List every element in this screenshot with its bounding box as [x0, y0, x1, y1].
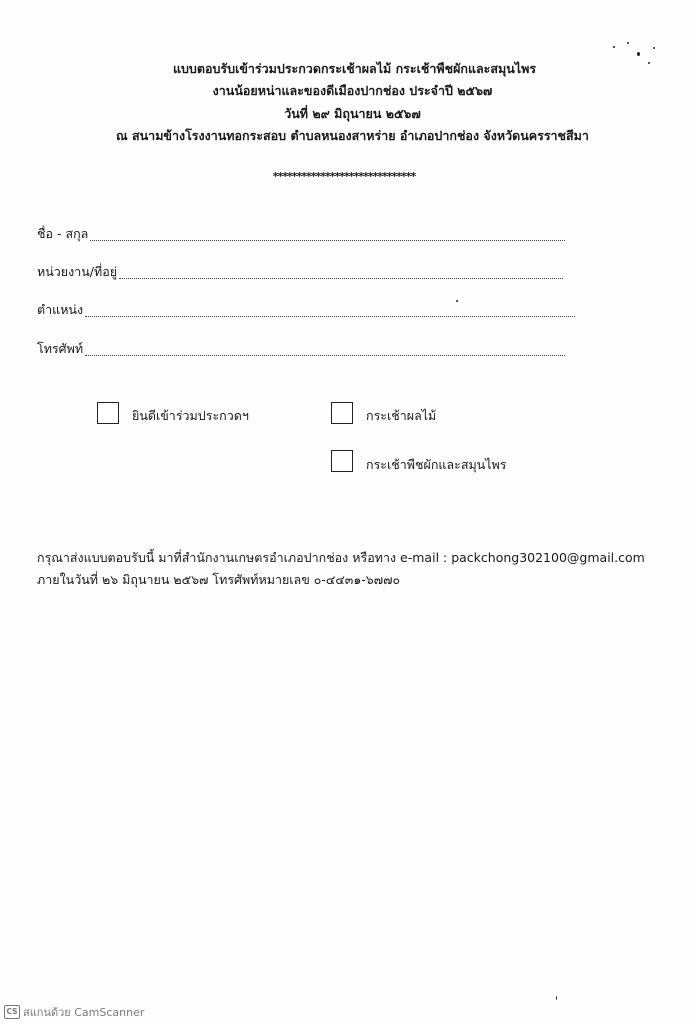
fruit-basket-label: กระเช้าผลไม้ [366, 408, 437, 423]
join-contest-label: ยินดีเข้าร่วมประกวดฯ [132, 408, 249, 423]
event-date: วันที่ ๒๙ มิถุนายน ๒๕๖๗ [284, 106, 421, 121]
name-field-label: ชื่อ - สกุล [37, 226, 89, 241]
position-field-line [85, 315, 575, 317]
position-field-label: ตำแหน่ง [37, 302, 84, 317]
event-location: ณ สนามข้างโรงงานทอกระสอบ ตำบลหนองสาหร่าย อำเภอปากช่อง จังหวัดนครราชสีมา [116, 128, 589, 143]
name-field-line [90, 239, 565, 241]
name-field[interactable] [37, 224, 565, 244]
fruit-basket-checkbox[interactable] [331, 402, 353, 424]
phone-field[interactable] [37, 339, 565, 359]
address-field-label: หน่วยงาน/ที่อยู่ [37, 264, 118, 279]
join-contest-checkbox[interactable] [97, 402, 119, 424]
scan-speck [653, 47, 655, 49]
scan-speck [456, 300, 458, 302]
position-field[interactable] [37, 300, 575, 320]
address-field[interactable] [37, 262, 563, 282]
vegetable-herb-basket-label: กระเช้าพืชผักและสมุนไพร [366, 457, 507, 472]
phone-field-line [85, 354, 565, 356]
phone-field-label: โทรศัพท์ [37, 341, 84, 356]
form-title: แบบตอบรับเข้าร่วมประกวดกระเช้าผลไม้ กระเช้าพืชผักและสมุนไพร [172, 61, 537, 76]
address-field-line [119, 277, 563, 279]
camscanner-watermark [4, 1003, 144, 1021]
event-name: งานน้อยหน่าและของดีเมืองปากช่อง ประจำปี ๒๕๖๗ [212, 83, 493, 98]
scan-speck [613, 46, 615, 48]
scan-speck [556, 996, 557, 1000]
scan-speck [627, 42, 629, 44]
scan-speck [637, 52, 640, 56]
scan-speck [648, 62, 650, 64]
asterisk-divider: ****************************** [272, 170, 416, 183]
submission-instructions: กรุณาส่งแบบตอบรับนี้ มาที่สำนักงานเกษตรอำเภอปากช่อง หรือทาง e-mail : packchong302100@gmail.com [37, 550, 645, 565]
vegetable-herb-basket-checkbox[interactable] [331, 450, 353, 472]
deadline-and-phone: ภายในวันที่ ๒๖ มิถุนายน ๒๕๖๗ โทรศัพท์หมายเลข ๐-๔๔๓๑-๖๗๗๐ [37, 572, 401, 587]
camscanner-icon: CS [4, 1005, 20, 1019]
camscanner-text: สแกนด้วย CamScanner [23, 1006, 145, 1019]
